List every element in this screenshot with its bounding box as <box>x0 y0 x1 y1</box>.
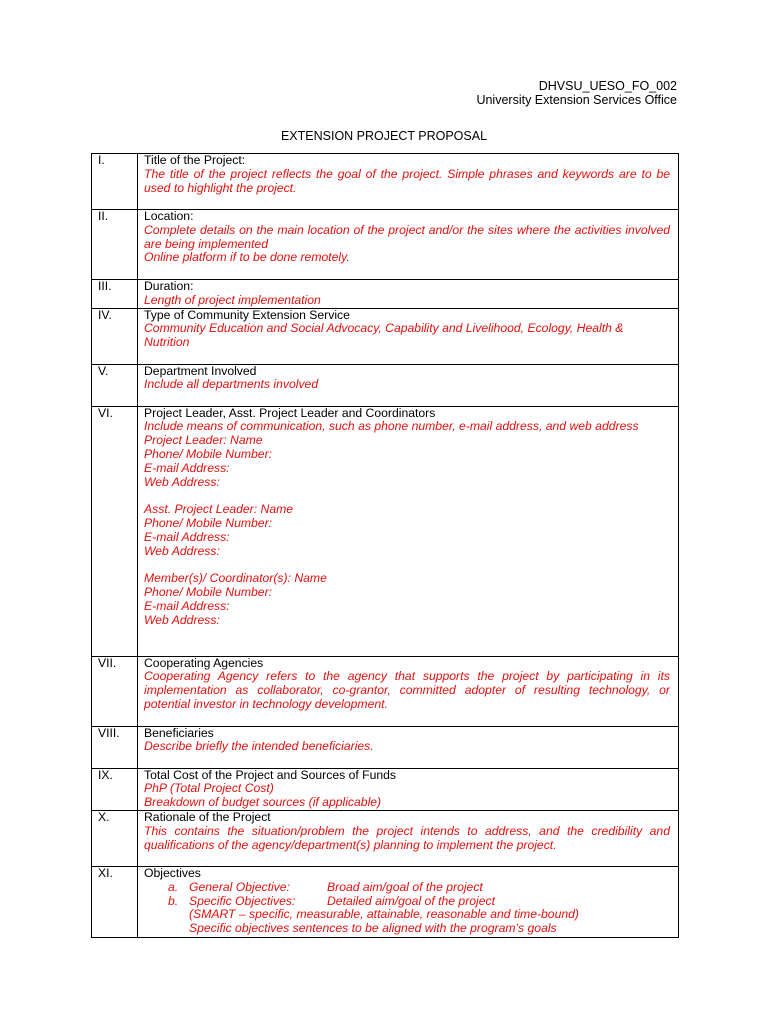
leader-web: Web Address: <box>144 474 220 489</box>
leader-email: E-mail Address: <box>144 460 230 475</box>
section-guidance: Include means of communication, such as phone number, e-mail address, and web address <box>144 419 639 434</box>
member-web: Web Address: <box>144 612 220 627</box>
section-heading: Objectives <box>144 865 201 880</box>
section-guidance: Cooperating Agency refers to the agency that supports the project by participating in its implementation as collaborator, co-grantor, committed adopter of resulting technology, or potential investor in technology development. <box>144 669 670 711</box>
section-rationale <box>92 810 679 866</box>
objective-text: Broad aim/goal of the project <box>327 879 483 894</box>
list-letter: a. <box>168 879 179 894</box>
section-number: VIII. <box>92 726 138 768</box>
section-title-of-project <box>92 154 679 210</box>
section-guidance: Include all departments involved <box>144 377 319 392</box>
section-heading: Title of the Project: <box>144 153 246 167</box>
section-duration <box>92 280 679 309</box>
objective-text: Detailed aim/goal of the project <box>327 893 496 908</box>
section-heading: Beneficiaries <box>144 725 214 740</box>
section-body <box>138 364 679 406</box>
section-cooperating-agencies <box>92 656 679 726</box>
section-heading: Project Leader, Asst. Project Leader and Coordinators <box>144 405 436 420</box>
section-body <box>138 810 679 866</box>
section-number: I. <box>92 154 138 210</box>
section-heading: Type of Community Extension Service <box>144 307 350 322</box>
section-body <box>138 210 679 280</box>
member-phone: Phone/ Mobile Number: <box>144 584 273 599</box>
section-number: X. <box>92 810 138 866</box>
member-email: E-mail Address: <box>144 598 230 613</box>
section-heading: Department Involved <box>144 363 257 378</box>
member-name: Member(s)/ Coordinator(s): Name <box>144 571 327 586</box>
section-body <box>138 280 679 309</box>
section-type-of-service <box>92 308 679 364</box>
section-number: VII. <box>92 656 138 726</box>
section-department <box>92 364 679 406</box>
section-number: III. <box>92 280 138 309</box>
section-guidance: This contains the situation/problem the project intends to address, and the credibility and qualifications of the agency/department(s) planning to implement the project. <box>144 823 670 852</box>
section-guidance: Breakdown of budget sources (if applicable) <box>144 795 382 810</box>
proposal-table <box>91 153 679 938</box>
objective-label: Specific Objectives: <box>189 893 296 908</box>
section-heading: Duration: <box>144 279 194 293</box>
section-guidance: Online platform if to be done remotely. <box>144 250 350 265</box>
section-body <box>138 768 679 810</box>
asst-leader-phone: Phone/ Mobile Number: <box>144 515 273 530</box>
section-body <box>138 308 679 364</box>
section-guidance: Complete details on the main location of the project and/or the sites where the activities involved are being implemented <box>144 222 670 251</box>
section-heading: Cooperating Agencies <box>144 655 264 670</box>
section-body <box>138 866 679 937</box>
asst-leader-web: Web Address: <box>144 543 220 558</box>
leader-name: Project Leader: Name <box>144 433 263 448</box>
list-letter: b. <box>168 893 179 908</box>
section-project-leaders <box>92 406 679 656</box>
section-number: IX. <box>92 768 138 810</box>
objective-general <box>168 881 670 895</box>
asst-leader-email: E-mail Address: <box>144 529 230 544</box>
section-heading: Rationale of the Project <box>144 809 271 824</box>
section-guidance: The title of the project reflects the goal of the project. Simple phrases and keywords are to be used to highlight the project. <box>144 166 670 195</box>
leader-phone: Phone/ Mobile Number: <box>144 446 273 461</box>
section-body <box>138 406 679 656</box>
section-number: II. <box>92 210 138 280</box>
objective-label: General Objective: <box>189 879 290 894</box>
section-beneficiaries <box>92 726 679 768</box>
office-name: University Extension Services Office <box>476 93 677 107</box>
section-objectives <box>92 866 679 937</box>
objective-specific <box>168 895 670 936</box>
section-number: XI. <box>92 866 138 937</box>
spacer <box>144 489 670 503</box>
section-guidance: PhP (Total Project Cost) <box>144 781 274 796</box>
document-header <box>476 79 677 107</box>
section-number: V. <box>92 364 138 406</box>
objectives-list <box>144 881 670 936</box>
section-total-cost <box>92 768 679 810</box>
section-body <box>138 656 679 726</box>
section-location <box>92 210 679 280</box>
document-title: EXTENSION PROJECT PROPOSAL <box>280 129 488 143</box>
section-guidance: Describe briefly the intended beneficiaries. <box>144 739 374 754</box>
objective-note: Specific objectives sentences to be aligned with the program’s goals <box>189 921 557 936</box>
asst-leader-name: Asst. Project Leader: Name <box>144 502 294 517</box>
section-guidance: Length of project implementation <box>144 292 321 307</box>
section-guidance: Community Education and Social Advocacy, Capability and Livelihood, Ecology, Health & Nutrition <box>144 321 624 350</box>
section-number: VI. <box>92 406 138 656</box>
section-heading: Total Cost of the Project and Sources of Funds <box>144 767 397 782</box>
section-heading: Location: <box>144 209 194 223</box>
section-body <box>138 154 679 210</box>
section-body <box>138 726 679 768</box>
form-code: DHVSU_UESO_FO_002 <box>538 79 677 93</box>
objective-note: (SMART – specific, measurable, attainable, reasonable and time-bound) <box>189 907 579 922</box>
spacer <box>144 558 670 572</box>
section-number: IV. <box>92 308 138 364</box>
